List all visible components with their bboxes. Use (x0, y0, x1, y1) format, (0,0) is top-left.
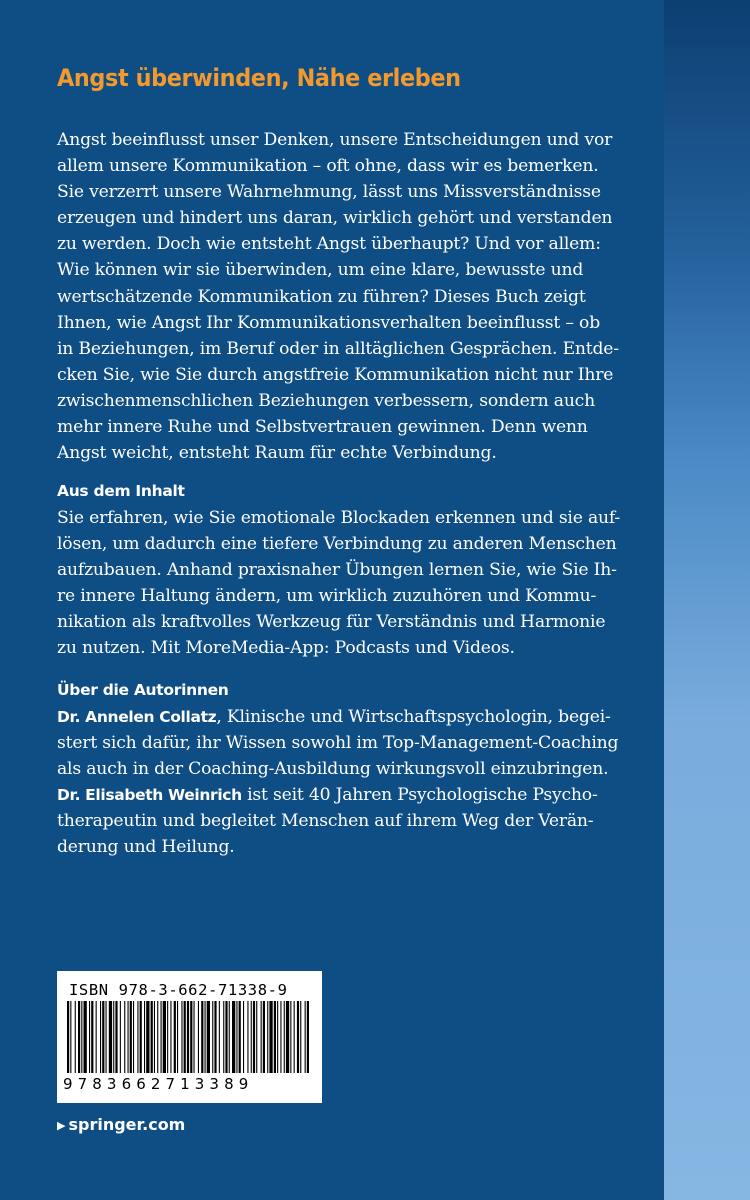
barcode-bar (157, 1001, 158, 1073)
barcode-bar (96, 1001, 97, 1073)
barcode-bar (151, 1001, 153, 1073)
barcode-bar (194, 1001, 195, 1073)
barcode-bar (163, 1001, 166, 1073)
text-line: als auch in der Coaching-Ausbildung wirkungsvoll einzubringen. (57, 759, 609, 780)
text-line: Wie können wir sie überwinden, um eine klare, bewusste und (57, 260, 584, 281)
author2-name: Dr. Elisabeth Weinrich (57, 786, 242, 805)
spine-gradient (664, 0, 750, 1200)
barcode-bar (307, 1001, 309, 1073)
barcode-bar (106, 1001, 107, 1073)
barcode-bar (177, 1001, 178, 1073)
publisher-url: springer.com (68, 1115, 186, 1134)
publisher-link[interactable] (57, 1115, 185, 1134)
isbn-label: ISBN 978-3-662-71338-9 (69, 981, 288, 999)
barcode-bar (225, 1001, 227, 1073)
text-line: wertschätzende Kommunikation zu führen? Dieses Buch zeigt (57, 286, 586, 307)
content-paragraph (57, 505, 621, 662)
barcode-bar (137, 1001, 138, 1073)
barcode-bar (239, 1001, 241, 1073)
barcode-bar (115, 1001, 117, 1073)
barcode-bar (174, 1001, 176, 1073)
barcode-bar (212, 1001, 213, 1073)
barcode-bar (300, 1001, 301, 1073)
barcode-bar (286, 1001, 289, 1073)
text-line: allem unsere Kommunikation – oft ohne, dass wir es bemerken. (57, 156, 599, 177)
text-line: derung und Heilung. (57, 837, 235, 858)
barcode-bar (284, 1001, 285, 1073)
text-line: Ihnen, wie Angst Ihr Kommunikationsverhalten beeinflusst – ob (57, 312, 600, 333)
barcode-bar (290, 1001, 291, 1073)
author2-text: ist seit 40 Jahren Psychologische Psycho- (241, 785, 598, 806)
text-line: re innere Haltung ändern, um wirklich zuzuhören und Kommu- (57, 586, 597, 607)
barcode-bar (187, 1001, 189, 1073)
barcode-bar (120, 1001, 121, 1073)
text-line (57, 704, 617, 730)
barcode-bar (100, 1001, 101, 1073)
barcode-bar (223, 1001, 224, 1073)
text-line: mehr innere Ruhe und Selbstvertrauen gewinnen. Denn wenn (57, 417, 588, 438)
barcode-bar (236, 1001, 237, 1073)
text-line: Angst beeinflusst unser Denken, unsere Entscheidungen und vor (57, 130, 613, 150)
text-line: zu nutzen. Mit MoreMedia-App: Podcasts und Videos. (57, 638, 515, 659)
barcode-bar (251, 1001, 252, 1073)
barcode-bar (253, 1001, 255, 1073)
barcode-bar (154, 1001, 155, 1073)
barcode-bar (305, 1001, 306, 1073)
text-line: aufzubauen. Anhand praxisnaher Übungen lernen Sie, wie Sie Ih- (57, 560, 617, 581)
barcode-bar (91, 1001, 93, 1073)
barcode-bar (161, 1001, 162, 1073)
barcode-bar (274, 1001, 276, 1073)
text-line: nikation als kraftvolles Werkzeug für Verständnis und Harmonie (57, 612, 606, 633)
barcode-bar (109, 1001, 112, 1073)
arrow-right-icon: ▶ (57, 1119, 66, 1132)
barcode-bar (124, 1001, 125, 1073)
text-line: therapeutin und begleitet Menschen auf ihrem Weg der Verän- (57, 811, 594, 832)
text-line (57, 782, 617, 808)
barcode-bar (263, 1001, 265, 1073)
barcode-bar (170, 1001, 171, 1073)
barcode-bar (205, 1001, 206, 1073)
text-line: lösen, um dadurch eine tiefere Verbindung zu anderen Menschen (57, 534, 617, 555)
barcode-bar (232, 1001, 235, 1073)
author1-name: Dr. Annelen Collatz (57, 708, 217, 726)
barcode-bar (84, 1001, 87, 1073)
isbn-barcode (57, 971, 322, 1103)
intro-paragraph (57, 127, 617, 466)
authors-heading: Über die Autorinnen (57, 681, 229, 699)
barcode-bar (297, 1001, 299, 1073)
author1-text: , Klinische und Wirtschaftspsychologin, begei- (216, 707, 611, 727)
barcode-digits: 9783662713389 (63, 1075, 254, 1093)
book-title: Angst überwinden, Nähe erleben (57, 64, 461, 92)
barcode-bar (67, 1001, 69, 1073)
text-line: in Beziehungen, im Beruf oder in alltäglichen Gesprächen. Entde- (57, 338, 619, 359)
barcode-bar (267, 1001, 268, 1073)
text-line: erzeugen und hindert uns daran, wirklich gehört und verstanden (57, 208, 613, 229)
barcode-bar (89, 1001, 90, 1073)
barcode-bar (81, 1001, 82, 1073)
barcode-bars (67, 1001, 312, 1073)
barcode-bar (207, 1001, 210, 1073)
barcode-bar (261, 1001, 262, 1073)
barcode-bar (219, 1001, 220, 1073)
text-line: Sie verzerrt unsere Wahrnehmung, lässt uns Missverständnisse (57, 182, 601, 203)
content-heading: Aus dem Inhalt (57, 482, 185, 500)
barcode-bar (269, 1001, 272, 1073)
barcode-bar (201, 1001, 203, 1073)
barcode-bar (190, 1001, 192, 1073)
barcode-bar (214, 1001, 216, 1073)
barcode-bar (243, 1001, 244, 1073)
barcode-bar (184, 1001, 186, 1073)
barcode-bar (280, 1001, 281, 1073)
text-line: zwischenmenschlichen Beziehungen verbessern, sondern auch (57, 390, 595, 411)
barcode-bar (133, 1001, 134, 1073)
text-line: Sie erfahren, wie Sie emotionale Blockaden erkennen und sie auf- (57, 508, 621, 528)
barcode-bar (102, 1001, 104, 1073)
barcode-bar (130, 1001, 132, 1073)
barcode-bar (294, 1001, 295, 1073)
barcode-bar (75, 1001, 76, 1073)
barcode-bar (198, 1001, 199, 1073)
barcode-bar (128, 1001, 129, 1073)
barcode-bar (229, 1001, 230, 1073)
barcode-bar (140, 1001, 142, 1073)
barcode-bar (113, 1001, 114, 1073)
barcode-bar (256, 1001, 257, 1073)
barcode-bar (70, 1001, 71, 1073)
text-line: stert sich dafür, ihr Wissen sowohl im Top-Management-Coaching (57, 733, 619, 754)
barcode-bar (167, 1001, 168, 1073)
barcode-bar (181, 1001, 182, 1073)
barcode-bar (247, 1001, 248, 1073)
text-line: cken Sie, wie Sie durch angstfreie Kommunikation nicht nur Ihre (57, 364, 614, 385)
text-line: Angst weicht, entsteht Raum für echte Verbindung. (57, 443, 497, 464)
barcode-bar (78, 1001, 80, 1073)
text-line: zu werden. Doch wie entsteht Angst überhaupt? Und vor allem: (57, 234, 601, 255)
barcode-bar (277, 1001, 278, 1073)
barcode-bar (144, 1001, 145, 1073)
barcode-bar (146, 1001, 149, 1073)
authors-paragraph (57, 704, 617, 861)
